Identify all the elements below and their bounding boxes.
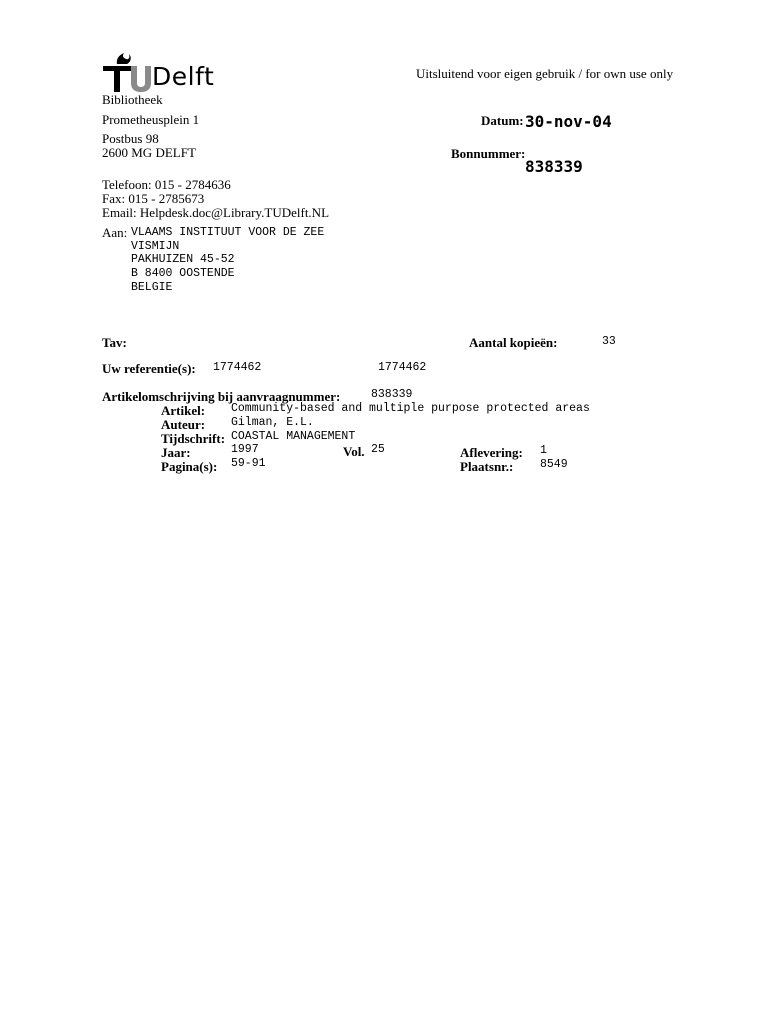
reference-value-1: 1774462 — [213, 361, 262, 374]
auteur-value: Gilman, E.L. — [231, 416, 314, 429]
request-number: 838339 — [371, 388, 413, 401]
recipient-line: VLAAMS INSTITUUT VOOR DE ZEE — [131, 226, 325, 239]
bonnummer-value: 838339 — [525, 157, 583, 176]
library-postbus: Postbus 98 — [102, 131, 159, 146]
auteur-label: Auteur: — [161, 417, 206, 432]
datum-value: 30-nov-04 — [525, 112, 612, 131]
reference-value-2: 1774462 — [378, 361, 427, 374]
recipient-line: PAKHUIZEN 45-52 — [131, 253, 235, 267]
aflevering-value: 1 — [540, 444, 547, 457]
tijdschrift-value: COASTAL MANAGEMENT — [231, 430, 356, 443]
library-phone: Telefoon: 015 - 2784636 — [102, 177, 231, 192]
vol-value: 25 — [371, 443, 385, 456]
library-city: 2600 MG DELFT — [102, 145, 196, 160]
recipient-line: BELGIE — [131, 280, 173, 294]
aflevering-label: Aflevering: — [460, 445, 523, 460]
vol-label: Vol. — [343, 444, 365, 459]
usage-notice: Uitsluitend voor eigen gebruik / for own use only — [416, 66, 674, 81]
library-email: Email: Helpdesk.doc@Library.TUDelft.NL — [102, 205, 330, 220]
reference-label: Uw referentie(s): — [102, 361, 196, 376]
recipient-line: VISMIJN — [131, 239, 180, 253]
copies-label: Aantal kopieën: — [469, 335, 558, 350]
bonnummer-label: Bonnummer: — [451, 146, 526, 161]
recipient-line: B 8400 OOSTENDE — [131, 267, 235, 281]
pagina-value: 59-91 — [231, 457, 266, 470]
library-name: Bibliotheek — [102, 92, 163, 107]
tijdschrift-label: Tijdschrift: — [161, 431, 226, 446]
datum-label: Datum: — [481, 113, 524, 128]
copies-value: 33 — [602, 335, 616, 348]
article-heading: Artikelomschrijving bij aanvraagnummer: — [102, 389, 341, 404]
tav-label: Tav: — [102, 335, 127, 350]
pagina-label: Pagina(s): — [161, 459, 218, 474]
logo-text: Delft — [152, 62, 215, 91]
library-fax: Fax: 015 - 2785673 — [102, 191, 205, 206]
plaatsnr-label: Plaatsnr.: — [460, 459, 514, 474]
jaar-label: Jaar: — [161, 445, 191, 460]
plaatsnr-value: 8549 — [540, 458, 568, 471]
library-street: Prometheusplein 1 — [102, 112, 200, 127]
tu-delft-logo — [100, 50, 220, 96]
artikel-label: Artikel: — [161, 403, 206, 418]
recipient-label: Aan: — [102, 225, 128, 240]
recipient-address — [131, 226, 324, 295]
artikel-value: Community-based and multiple purpose protected areas — [231, 402, 590, 415]
jaar-value: 1997 — [231, 443, 259, 456]
